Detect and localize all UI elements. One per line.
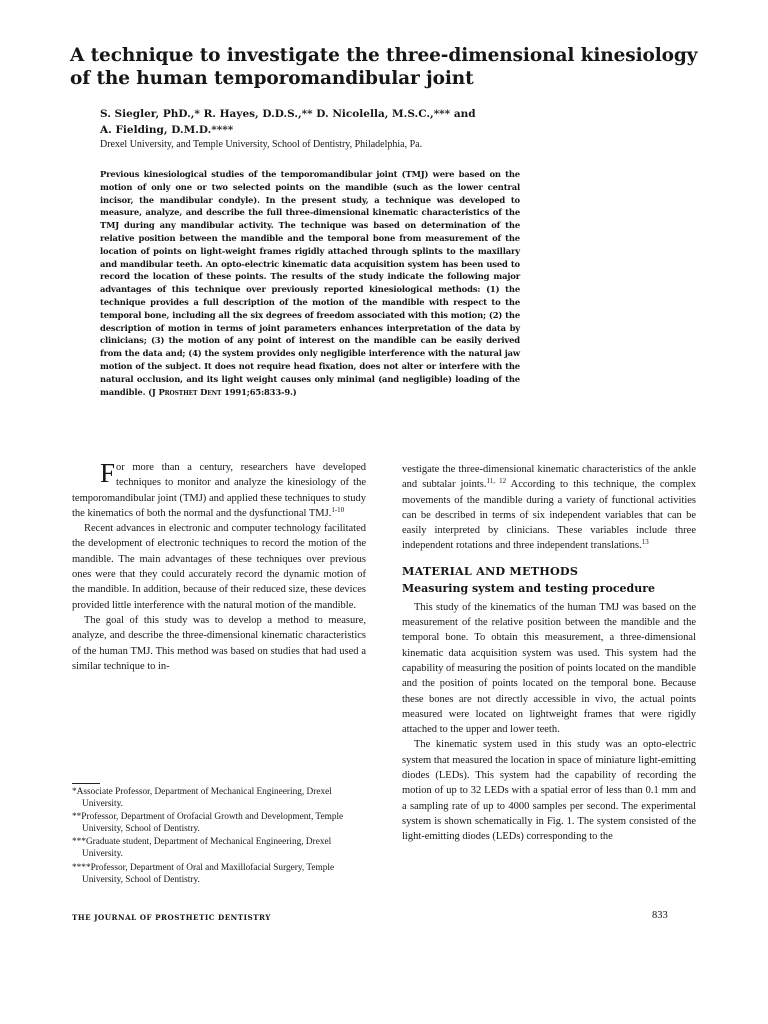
body-column-left <box>72 460 366 674</box>
footnote-2: **Professor, Department of Orofacial Growth and Development, Temple University, School of Dentistry. <box>72 812 344 835</box>
footnotes <box>72 786 372 887</box>
authors-line-2: A. Fielding, D.M.D.**** <box>100 124 234 136</box>
footnote-divider <box>72 783 100 784</box>
intro-p1-text: or more than a century, researchers have developed techniques to monitor and analyze the kinesiology of the temporomandibular joint (TMJ) and applied these techniques to study the kinematics of both the normal and the dysfunctional TMJ. <box>72 462 366 519</box>
subsection-heading: Measuring system and testing procedure <box>402 581 656 595</box>
intro-p3-cont-b: According to this technique, the complex movements of the mandible during a variety of functional activities can be described in terms of six independent variables that can be easily interpreted by clinicians. These variables include three independent rotations and three independent translations. <box>402 479 696 552</box>
reference-superscript: 1-10 <box>331 505 345 514</box>
body-column-right <box>402 462 696 845</box>
page-number: 833 <box>652 910 668 921</box>
affiliation: Drexel University, and Temple University, School of Dentistry, Philadelphia, Pa. <box>100 139 423 150</box>
intro-paragraph-3: The goal of this study was to develop a method to measure, analyze, and describe the three-dimensional kinematic characteristics of the human TMJ. This method was based on studies that had used a similar technique to in- <box>72 614 366 672</box>
reference-superscript: 13 <box>641 538 649 547</box>
intro-p3-cont-a: vestigate the three-dimensional kinematic characteristics of the ankle and subtalar joints. <box>402 464 696 491</box>
article-title: A technique to investigate the three-dimensional kinesiology of the human temporomandibular joint <box>70 45 698 89</box>
reference-superscript: 11, 12 <box>486 477 507 486</box>
methods-paragraph-1: This study of the kinematics of the human TMJ was based on the measurement of the relative position between the mandible and the temporal bone. To obtain this measurement, a three-dimensional kinematic data acquisition system was used. This system had the capability of measuring the position of points located on the mandible and the position of points located on the temporal bone. Because these bones are not directly accessible in vivo, the actual points measured were located on lightweight frames that were rigidly attached to the upper and lower teeth. <box>402 601 696 736</box>
methods-paragraph-2: The kinematic system used in this study was an opto-electric system that measured the location in space of miniature light-emitting diodes (LEDs). This system had the capability of recording the motion of up to 32 LEDs with a spatial error of less than 0.1 mm and a sampling rate of up to 4000 samples per second. The experimental system is shown schematically in Fig. 1. The system consisted of the light-emitting diodes (LEDs) corresponding to the <box>402 739 696 843</box>
footnote-1: *Associate Professor, Department of Mechanical Engineering, Drexel University. <box>72 787 332 810</box>
abstract-citation-rest: 1991;65:833-9.) <box>221 386 297 397</box>
abstract <box>100 168 520 398</box>
section-heading: MATERIAL AND METHODS <box>402 563 579 578</box>
footnote-3: ***Graduate student, Department of Mechanical Engineering, Drexel University. <box>72 837 332 860</box>
running-footer-journal: THE JOURNAL OF PROSTHETIC DENTISTRY <box>72 913 271 922</box>
intro-paragraph-1 <box>72 460 366 521</box>
abstract-citation-journal: Prosthet Dent <box>158 386 222 397</box>
intro-paragraph-3-continued <box>402 462 696 554</box>
authors-line-1: S. Siegler, PhD.,* R. Hayes, D.D.S.,** D. Nicolella, M.S.C.,*** and <box>100 108 476 120</box>
author-list <box>100 106 660 138</box>
abstract-text: Previous kinesiological studies of the temporomandibular joint (TMJ) were based on the motion of only one or two selected points on the mandible (such as the lower central incisor, the mandibular condyle). In the present study, a technique was developed to measure, analyze, and describe the full three-dimensional kinematic characteristics of the TMJ during any mandibular activity. The technique was based on determination of the relative position between the mandible and the temporal bone from measurement of the location of points on light-weight frames rigidly attached through splints to the maxillary and mandibular teeth. An opto-electric kinematic data acquisition system has been used to record the location of these points. The results of the study indicate the following major advantages of this technique over previously reported kinesiological methods: (1) the technique provides a full description of the motion of the mandible with respect to the temporal bone, including all the six degrees of freedom associated with this motion; (2) the description of motion in terms of joint parameters enhances interpretation of the data by clinicians; (3) the motion of any point of interest on the mandible can be easily derived from the data and; (4) the system provides only negligible interference with the natural jaw motion of the subject. It does not require head fixation, does not alter or interfere with the natural occlusion, and its light weight causes only minimal (and negligible) loading of the mandible. (J <box>100 169 520 397</box>
intro-paragraph-2: Recent advances in electronic and computer technology facilitated the development of electronic techniques to record the motion of the mandible. The main advantages of these techniques over previous ones were that they could accurately record the dynamic motion of the mandible. In addition, because of their reduced size, these devices provided little interference with the natural motion of the mandible. <box>72 523 366 611</box>
footnote-4: ****Professor, Department of Oral and Maxillofacial Surgery, Temple University, School of Dentistry. <box>72 862 335 885</box>
drop-cap: F <box>100 458 116 488</box>
